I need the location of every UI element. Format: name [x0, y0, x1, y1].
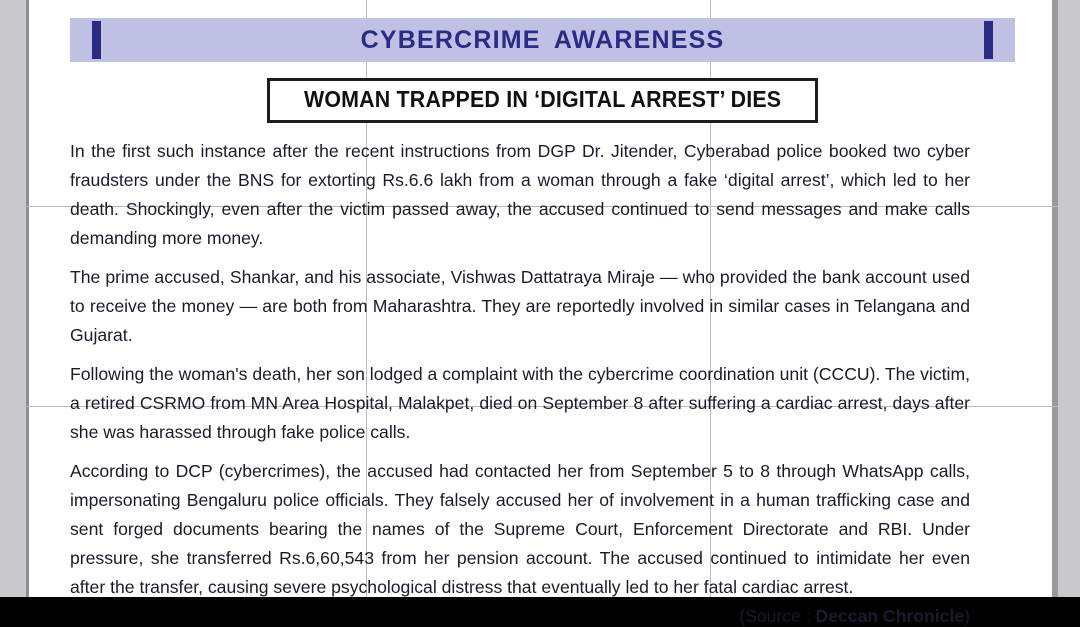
source-attribution [70, 606, 970, 627]
paper-edge-right [1052, 0, 1058, 597]
section-banner [70, 18, 1015, 62]
article-content [70, 0, 1015, 626]
paper-edge-left [26, 0, 29, 597]
headline-container [70, 78, 1015, 123]
banner-bar-left-icon [92, 21, 101, 59]
headline-box [267, 78, 818, 123]
source-prefix: (Source : [739, 606, 816, 626]
banner-bar-right-icon [984, 21, 993, 59]
source-name: Deccan Chronicle [815, 606, 965, 626]
article-paragraph: The prime accused, Shankar, and his associate, Vishwas Dattatraya Miraje — who provided the bank account used to receive the money — are both from Maharashtra. They are reportedly involved in similar cases in Telangana and Gujarat. [70, 267, 970, 345]
article-paragraph: In the first such instance after the recent instructions from DGP Dr. Jitender, Cyberabad police booked two cyber fraudsters under the BNS for extorting Rs.6.6 lakh from a woman through a fake ‘digital arrest’, which led to her death. Shockingly, even after the victim passed away, the accused continued to send messages and make calls demanding more money. [70, 141, 970, 248]
article-body [70, 137, 970, 602]
article-paragraph: Following the woman's death, her son lodged a complaint with the cybercrime coordination unit (CCCU). The victim, a retired CSRMO from MN Area Hospital, Malakpet, died on September 8 after suffering a cardiac arrest, days after she was harassed through fake police calls. [70, 364, 970, 442]
headline-text: WOMAN TRAPPED IN ‘DIGITAL ARREST’ DIES [303, 86, 782, 112]
banner-title: CYBERCRIME AWARENESS [360, 25, 725, 54]
article-paragraph: According to DCP (cybercrimes), the accused had contacted her from September 5 to 8 through WhatsApp calls, impersonating Bengaluru police officials. They falsely accused her of involvement in a human trafficking case and sent forged documents bearing the names of the Supreme Court, Enforcement Directorate and RBI. Under pressure, she transferred Rs.6,60,543 from her pension account. The accused continued to intimidate her even after the transfer, causing severe psychological distress that eventually led to her fatal cardiac arrest. [70, 461, 970, 597]
source-suffix: ) [964, 606, 970, 626]
